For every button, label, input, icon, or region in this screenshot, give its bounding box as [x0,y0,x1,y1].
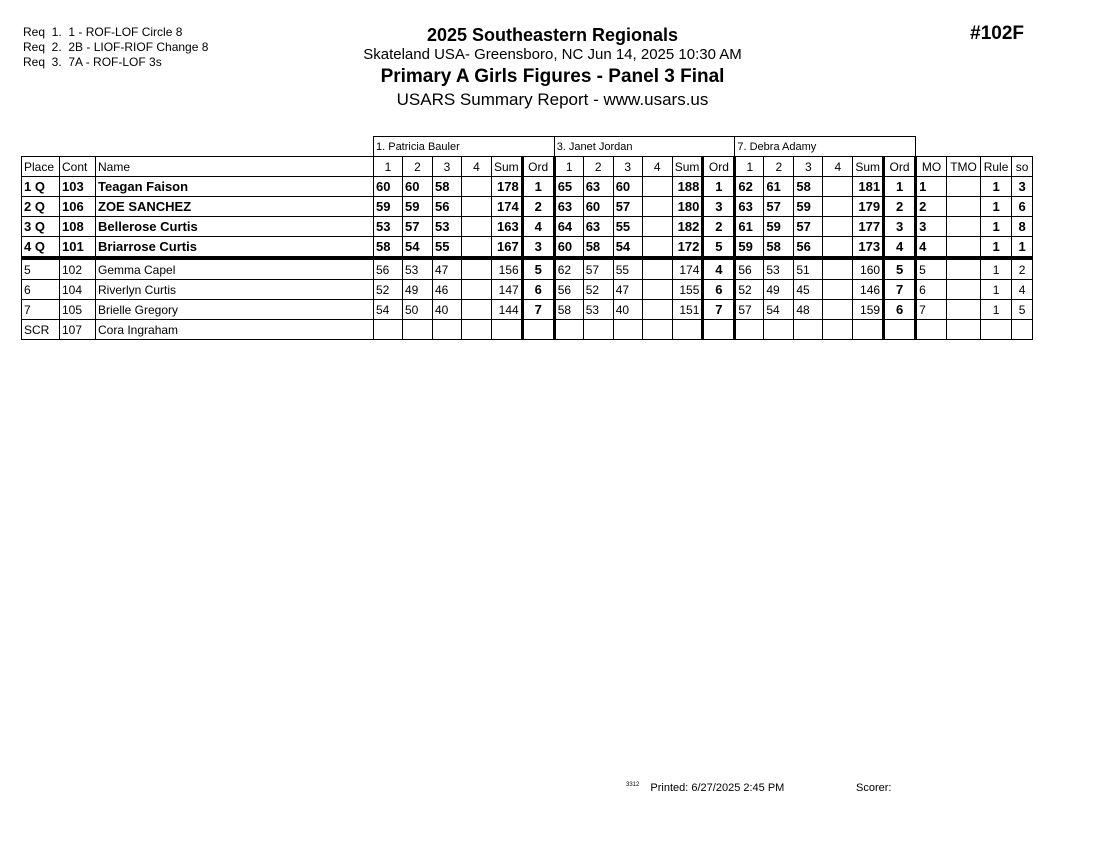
place-cell: 7 [22,300,60,320]
cont-cell: 108 [60,217,96,237]
judge2-ord-cell: 7 [703,300,735,320]
judge3-mark1-cell [735,320,764,340]
judge1-sum-cell: 174 [492,197,523,217]
judge3-mark1-cell: 52 [735,280,764,300]
col-judge1-sum: Sum [492,157,523,177]
judge2-mark1-cell [554,320,583,340]
name-cell: Bellerose Curtis [96,217,374,237]
judge3-mark1-cell: 57 [735,300,764,320]
judge1-mark4-cell [462,280,492,300]
judge3-ord-cell: 2 [884,197,916,217]
judge2-sum-cell: 188 [672,177,703,197]
judge3-mark1-cell: 62 [735,177,764,197]
tmo-cell [947,237,981,259]
judge1-mark4-cell [462,197,492,217]
judge3-mark3-cell: 48 [794,300,823,320]
judge3-mark2-cell: 58 [764,237,794,259]
col-judge2-mark2: 2 [583,157,613,177]
judge3-sum-cell: 179 [853,197,884,217]
so-cell: 2 [1012,258,1033,280]
judge3-mark2-cell: 57 [764,197,794,217]
event-title: Primary A Girls Figures - Panel 3 Final [380,66,725,87]
judge1-sum-cell: 144 [492,300,523,320]
judge3-mark1-cell: 56 [735,258,764,280]
judge1-mark2-cell: 49 [403,280,433,300]
judge1-sum-cell: 178 [492,177,523,197]
judge3-sum-cell: 181 [853,177,884,197]
judge3-mark3-cell: 56 [794,237,823,259]
col-judge3-mark3: 3 [794,157,823,177]
judge3-mark3-cell: 45 [794,280,823,300]
judge2-mark2-cell: 60 [583,197,613,217]
judge3-sum-cell: 160 [853,258,884,280]
tmo-cell [947,217,981,237]
judge2-sum-cell: 151 [672,300,703,320]
judge2-mark4-cell [642,197,672,217]
cont-cell: 105 [60,300,96,320]
tmo-cell [947,300,981,320]
mo-cell: 2 [916,197,947,217]
col-judge3-mark2: 2 [764,157,794,177]
judge1-sum-cell: 163 [492,217,523,237]
rule-cell: 1 [981,197,1012,217]
judge3-mark4-cell [823,258,853,280]
judges-row [22,137,1033,157]
so-cell: 4 [1012,280,1033,300]
judge3-ord-cell: 3 [884,217,916,237]
results-table [21,136,1033,340]
cont-cell: 104 [60,280,96,300]
judge2-sum-cell: 180 [672,197,703,217]
judge1-mark4-cell [462,320,492,340]
judge2-mark3-cell: 55 [613,258,642,280]
judge2-mark3-cell: 60 [613,177,642,197]
version-number: 3312 [626,782,640,788]
table-row [22,300,1033,320]
judge1-mark1-cell: 58 [374,237,403,259]
judge2-mark4-cell [642,320,672,340]
place-cell: 1 Q [22,177,60,197]
mo-cell: 4 [916,237,947,259]
col-judge2-sum: Sum [672,157,703,177]
mo-cell: 6 [916,280,947,300]
so-cell: 3 [1012,177,1033,197]
judge1-ord-cell [522,320,554,340]
judge2-mark1-cell: 62 [554,258,583,280]
requirements-list [23,25,208,70]
judge1-mark3-cell [433,320,462,340]
judge2-sum-cell: 182 [672,217,703,237]
judge1-mark4-cell [462,177,492,197]
judge3-ord-cell: 5 [884,258,916,280]
place-cell: 5 [22,258,60,280]
judge3-sum-cell: 159 [853,300,884,320]
place-cell: 2 Q [22,197,60,217]
judge2-sum-cell: 155 [672,280,703,300]
report-title: USARS Summary Report - www.usars.us [396,90,709,109]
judge2-mark1-cell: 64 [554,217,583,237]
judge3-mark4-cell [823,177,853,197]
requirement-3: Req 3. 7A - ROF-LOF 3s [23,55,162,69]
judge3-mark2-cell: 53 [764,258,794,280]
judge1-mark1-cell: 52 [374,280,403,300]
table-row [22,320,1033,340]
judge2-ord-cell: 4 [703,258,735,280]
col-judge3-sum: Sum [853,157,884,177]
judge3-mark2-cell: 54 [764,300,794,320]
judge1-mark1-cell: 54 [374,300,403,320]
col-judge2-mark4: 4 [642,157,672,177]
so-cell [1012,320,1033,340]
judge2-mark4-cell [642,237,672,259]
judge2-mark2-cell: 52 [583,280,613,300]
report-header [300,24,805,111]
judge3-mark3-cell: 58 [794,177,823,197]
col-place: Place [22,157,60,177]
judge1-mark1-cell: 60 [374,177,403,197]
judge3-mark2-cell [764,320,794,340]
col-judge3-mark4: 4 [823,157,853,177]
tmo-cell [947,280,981,300]
judge2-mark4-cell [642,300,672,320]
judge2-ord-cell [703,320,735,340]
judge3-mark3-cell [794,320,823,340]
judge3-mark2-cell: 59 [764,217,794,237]
judge1-ord-cell: 1 [522,177,554,197]
place-cell: 6 [22,280,60,300]
name-cell: Riverlyn Curtis [96,280,374,300]
mo-cell: 7 [916,300,947,320]
name-cell: Cora Ingraham [96,320,374,340]
col-judge2-mark1: 1 [554,157,583,177]
judge3-sum-cell: 177 [853,217,884,237]
judge2-mark1-cell: 56 [554,280,583,300]
judge3-ord-cell: 4 [884,237,916,259]
judge2-ord-cell: 6 [703,280,735,300]
name-cell: Gemma Capel [96,258,374,280]
table-row [22,177,1033,197]
mo-cell: 3 [916,217,947,237]
name-cell: Teagan Faison [96,177,374,197]
judge1-mark1-cell: 56 [374,258,403,280]
judge2-mark3-cell: 57 [613,197,642,217]
judge3-sum-cell: 146 [853,280,884,300]
judge2-mark3-cell: 40 [613,300,642,320]
competition-title: 2025 Southeastern Regionals [426,25,679,45]
judge2-mark1-cell: 63 [554,197,583,217]
judge2-mark2-cell [583,320,613,340]
judge2-mark4-cell [642,280,672,300]
judge2-mark2-cell: 63 [583,217,613,237]
judge2-mark3-cell: 47 [613,280,642,300]
judge1-ord-cell: 7 [522,300,554,320]
col-judge3-mark1: 1 [735,157,764,177]
judge3-sum-cell [853,320,884,340]
judge1-mark3-cell: 58 [433,177,462,197]
col-cont: Cont [60,157,96,177]
rule-cell: 1 [981,177,1012,197]
table-row [22,280,1033,300]
table-row [22,197,1033,217]
rule-cell: 1 [981,237,1012,259]
judge2-mark4-cell [642,217,672,237]
judge3-mark4-cell [823,300,853,320]
rule-cell: 1 [981,217,1012,237]
judge-3-name: 7. Debra Adamy [735,137,916,157]
judge2-ord-cell: 5 [703,237,735,259]
judge1-mark1-cell: 59 [374,197,403,217]
tmo-cell [947,177,981,197]
col-name: Name [96,157,374,177]
col-tmo: TMO [947,157,981,177]
table-row [22,258,1033,280]
col-mo: MO [916,157,947,177]
tmo-cell [947,197,981,217]
so-cell: 8 [1012,217,1033,237]
judge3-mark1-cell: 61 [735,217,764,237]
judge1-ord-cell: 6 [522,280,554,300]
judge3-mark4-cell [823,320,853,340]
judge1-ord-cell: 3 [522,237,554,259]
rule-cell: 1 [981,258,1012,280]
judge-1-name: 1. Patricia Bauler [374,137,555,157]
judge1-mark2-cell: 50 [403,300,433,320]
judge2-mark3-cell [613,320,642,340]
judge1-mark3-cell: 56 [433,197,462,217]
rule-cell: 1 [981,280,1012,300]
so-cell: 1 [1012,237,1033,259]
judge3-mark3-cell: 57 [794,217,823,237]
judge1-mark3-cell: 55 [433,237,462,259]
judge1-mark2-cell: 54 [403,237,433,259]
so-cell: 5 [1012,300,1033,320]
judge1-mark4-cell [462,237,492,259]
printed-timestamp [626,782,784,794]
printed-text: Printed: 6/27/2025 2:45 PM [650,782,785,794]
judge1-ord-cell: 2 [522,197,554,217]
judge1-mark4-cell [462,258,492,280]
judge1-ord-cell: 4 [522,217,554,237]
judge-2-name: 3. Janet Jordan [554,137,735,157]
judge1-mark2-cell: 57 [403,217,433,237]
col-judge1-mark1: 1 [374,157,403,177]
col-judge2-ord: Ord [703,157,735,177]
so-cell: 6 [1012,197,1033,217]
judge2-mark1-cell: 60 [554,237,583,259]
cont-cell: 101 [60,237,96,259]
col-judge1-mark2: 2 [403,157,433,177]
cont-cell: 107 [60,320,96,340]
judge2-mark2-cell: 57 [583,258,613,280]
col-judge1-mark3: 3 [433,157,462,177]
judge1-sum-cell: 156 [492,258,523,280]
col-judge3-ord: Ord [884,157,916,177]
judge1-sum-cell: 147 [492,280,523,300]
judge2-mark3-cell: 55 [613,217,642,237]
judge3-mark1-cell: 63 [735,197,764,217]
table-row [22,237,1033,259]
judge2-mark1-cell: 65 [554,177,583,197]
judge1-mark1-cell: 53 [374,217,403,237]
judge1-mark4-cell [462,300,492,320]
judge2-mark4-cell [642,258,672,280]
judge1-ord-cell: 5 [522,258,554,280]
judge3-mark2-cell: 49 [764,280,794,300]
judge3-mark4-cell [823,237,853,259]
judge2-sum-cell: 174 [672,258,703,280]
cont-cell: 103 [60,177,96,197]
judge3-mark4-cell [823,197,853,217]
rule-cell: 1 [981,300,1012,320]
requirement-2: Req 2. 2B - LIOF-RIOF Change 8 [23,40,209,54]
mo-cell: 5 [916,258,947,280]
requirement-1: Req 1. 1 - ROF-LOF Circle 8 [23,25,183,39]
judge2-ord-cell: 2 [703,217,735,237]
judge3-ord-cell: 1 [884,177,916,197]
judge2-mark2-cell: 53 [583,300,613,320]
mo-cell: 1 [916,177,947,197]
judge1-mark2-cell: 59 [403,197,433,217]
judge2-mark1-cell: 58 [554,300,583,320]
venue-date: Skateland USA- Greensboro, NC Jun 14, 2025 10:30 AM [363,46,742,63]
judge3-ord-cell: 6 [884,300,916,320]
col-judge2-mark3: 3 [613,157,642,177]
mo-cell [916,320,947,340]
col-rule: Rule [981,157,1012,177]
judge3-mark4-cell [823,217,853,237]
name-cell: ZOE SANCHEZ [96,197,374,217]
judge3-mark2-cell: 61 [764,177,794,197]
judge3-ord-cell [884,320,916,340]
table-row [22,217,1033,237]
tmo-cell [947,320,981,340]
scorer-label: Scorer: [856,782,892,794]
judge1-mark2-cell: 60 [403,177,433,197]
judge3-mark1-cell: 59 [735,237,764,259]
judge1-mark4-cell [462,217,492,237]
name-cell: Brielle Gregory [96,300,374,320]
tmo-cell [947,258,981,280]
judge1-mark3-cell: 47 [433,258,462,280]
judge2-sum-cell [672,320,703,340]
cont-cell: 106 [60,197,96,217]
col-so: so [1012,157,1033,177]
name-cell: Briarrose Curtis [96,237,374,259]
event-number: #102F [970,23,1024,44]
judge3-ord-cell: 7 [884,280,916,300]
rule-cell [981,320,1012,340]
judge1-sum-cell [492,320,523,340]
judge1-mark3-cell: 46 [433,280,462,300]
judge1-mark2-cell: 53 [403,258,433,280]
judge1-mark3-cell: 40 [433,300,462,320]
judge2-ord-cell: 3 [703,197,735,217]
judge3-mark4-cell [823,280,853,300]
judge1-mark2-cell [403,320,433,340]
judge3-mark3-cell: 51 [794,258,823,280]
cont-cell: 102 [60,258,96,280]
judge2-mark2-cell: 63 [583,177,613,197]
judge2-mark2-cell: 58 [583,237,613,259]
column-header-row [22,157,1033,177]
place-cell: 4 Q [22,237,60,259]
place-cell: SCR [22,320,60,340]
judge3-mark3-cell: 59 [794,197,823,217]
judge1-mark3-cell: 53 [433,217,462,237]
col-judge1-ord: Ord [522,157,554,177]
place-cell: 3 Q [22,217,60,237]
col-judge1-mark4: 4 [462,157,492,177]
judge2-mark3-cell: 54 [613,237,642,259]
judge2-ord-cell: 1 [703,177,735,197]
judge1-sum-cell: 167 [492,237,523,259]
judge2-sum-cell: 172 [672,237,703,259]
judge3-sum-cell: 173 [853,237,884,259]
judge2-mark4-cell [642,177,672,197]
judge1-mark1-cell [374,320,403,340]
